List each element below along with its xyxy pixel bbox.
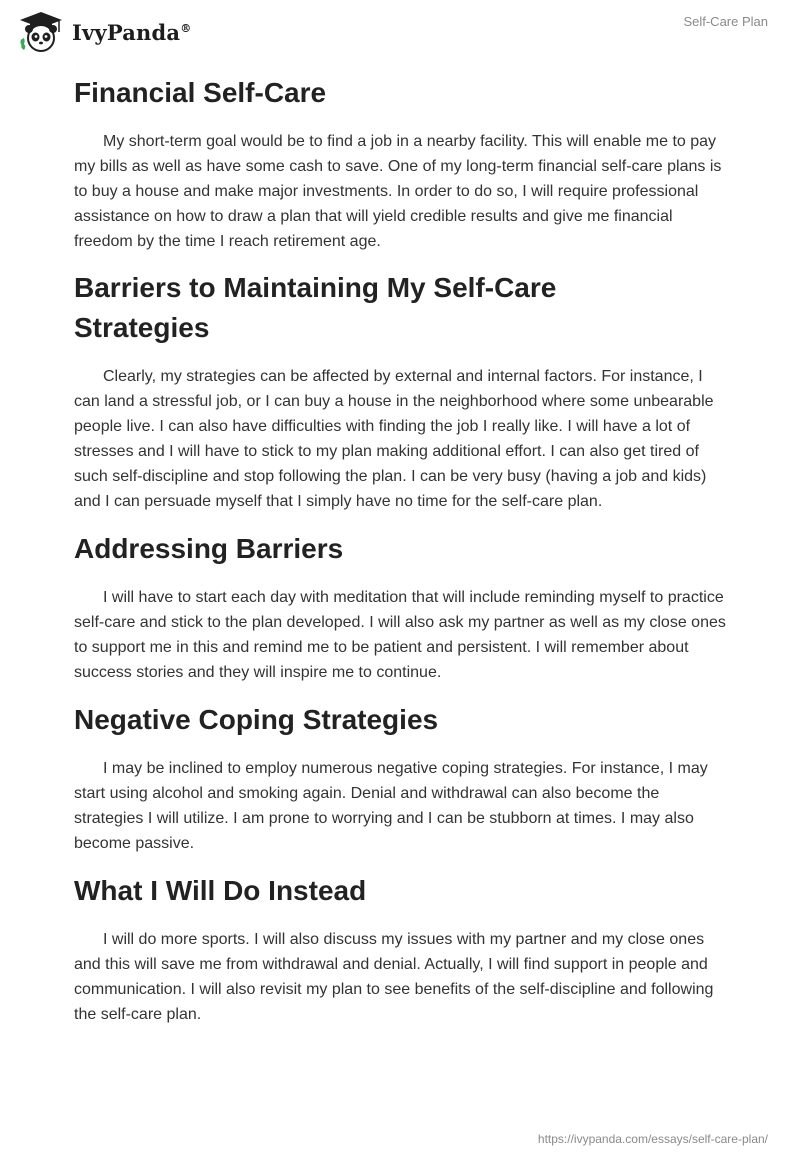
section-heading: What I Will Do Instead [74,875,367,906]
section-heading: Financial Self-Care [74,77,327,108]
page-header [0,0,800,60]
section-heading: Barriers to Maintaining My Self-Care Strategies [74,272,557,343]
section-paragraph: I may be inclined to employ numerous negative coping strategies. For instance, I may start using alcohol and smoking again. Denial and withdrawal can also become the strategies I will utilize. I am prone to worrying and I can be stubborn at times. I may also become passive. [74,760,708,852]
source-url[interactable]: https://ivypanda.com/essays/self-care-plan/ [537,1132,768,1146]
section-paragraph: I will have to start each day with meditation that will include reminding myself to practice self-care and stick to the plan developed. I will also ask my partner as well as my close ones to support me in this and remind me to be patient and persistent. I will remember about success stories and they will inspire me to continue. [74,589,726,681]
section-paragraph: Clearly, my strategies can be affected by external and internal factors. For instance, I can land a stressful job, or I can buy a house in the neighborhood where some unbearable people live. I can also have difficulties with finding the job I really like. I will have a lot of stresses and I will have to stick to my plan making additional effort. I can also get tired of such self-discipline and stop following the plan. I can be very busy (having a job and kids) and I can persuade myself that I simply have no time for the self-care plan. [74,368,714,510]
panda-graduation-cap-icon [16,10,66,54]
section-what-i-will-do [74,871,728,1027]
essay-content [74,66,728,1027]
section-financial-self-care [74,73,728,254]
section-addressing-barriers [74,529,728,685]
section-paragraph: I will do more sports. I will also discuss my issues with my partner and my close ones and this will save me from withdrawal and denial. Actually, I will find support in people and communication. I will also revisit my plan to see benefits of the self-discipline and following the self-care plan. [74,931,714,1023]
document-title: Self-Care Plan [683,14,768,29]
ivypanda-logo[interactable] [16,8,191,56]
section-paragraph: My short-term goal would be to find a job in a nearby facility. This will enable me to pay my bills as well as have some cash to save. One of my long-term financial self-care plans is to buy a house and make major investments. In order to do so, I will require professional assistance on how to draw a plan that will yield credible results and give me financial freedom by the time I reach retirement age. [74,133,722,250]
section-negative-coping [74,700,728,856]
section-heading: Addressing Barriers [74,533,344,564]
section-heading: Negative Coping Strategies [74,704,439,735]
logo-wordmark: IvyPanda® [72,19,192,45]
section-barriers [74,268,728,514]
